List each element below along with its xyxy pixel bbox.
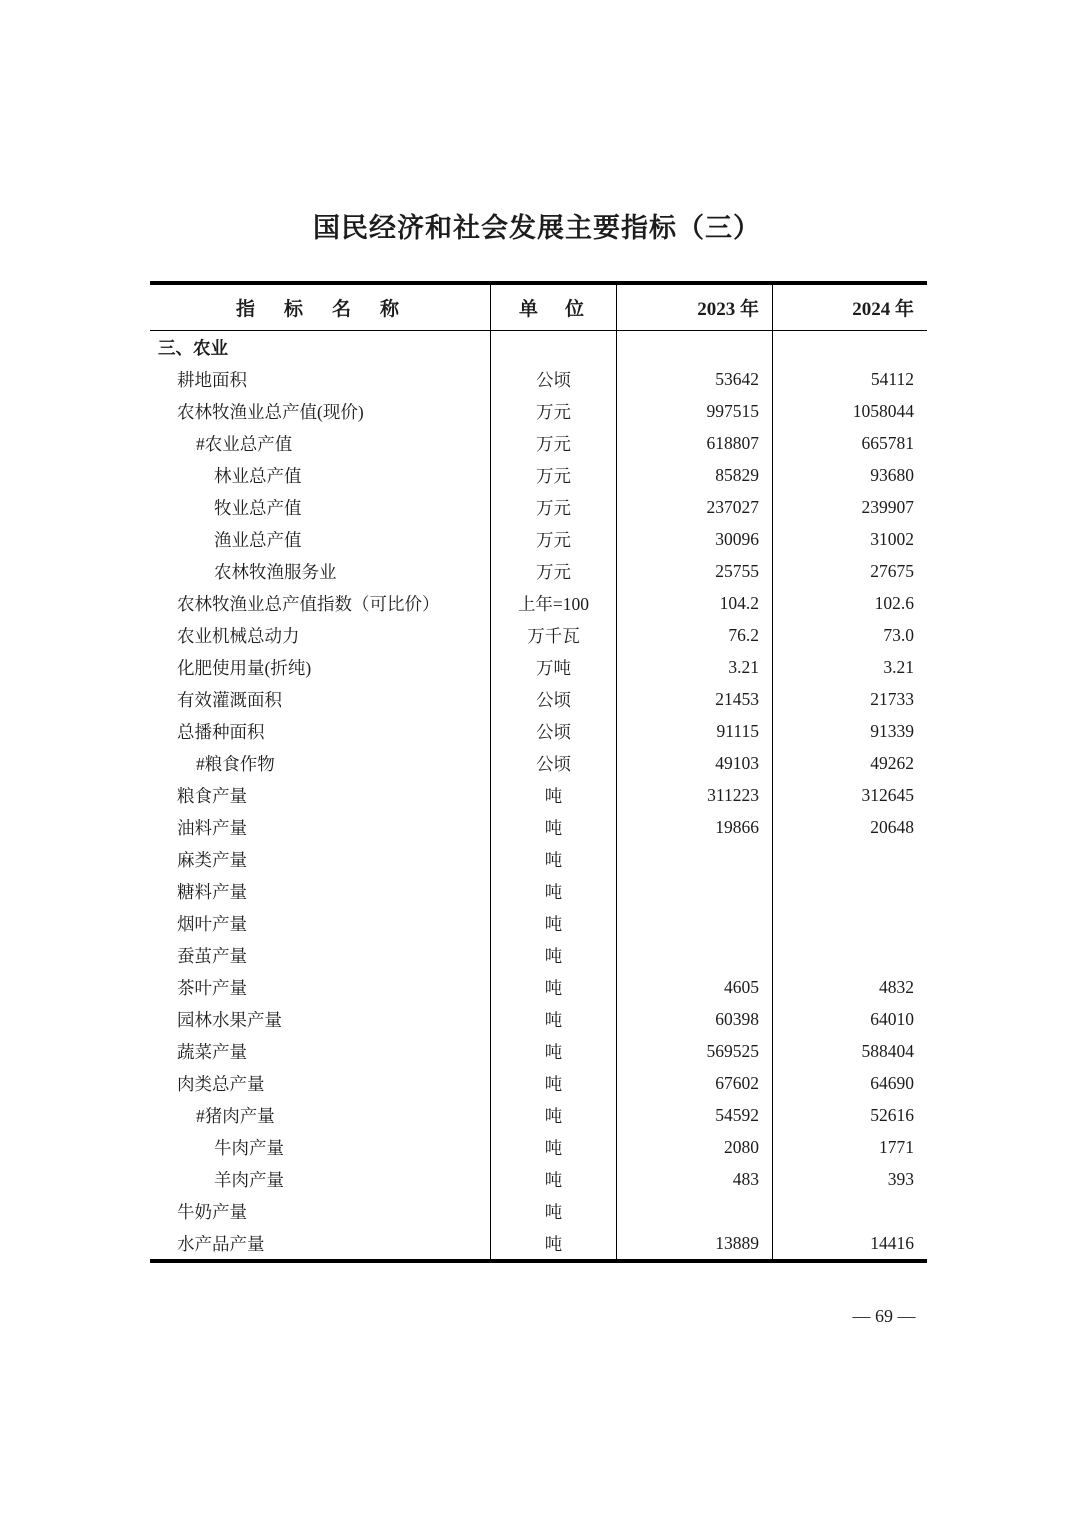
row-value-2023 (616, 1195, 772, 1227)
row-indicator-name: 三、农业 (158, 337, 228, 358)
row-value-2023: 2080 (616, 1131, 772, 1163)
table-row (150, 1003, 927, 1035)
table-row (150, 939, 927, 971)
row-indicator-name: 农林牧渔业总产值(现价) (177, 401, 364, 422)
page-number: — 69 — (852, 1306, 916, 1326)
row-value-2024: 64690 (772, 1067, 927, 1099)
row-value-2024: 21733 (772, 683, 927, 715)
row-indicator-name: #粮食作物 (196, 753, 275, 774)
row-unit: 吨 (490, 1163, 616, 1195)
row-value-2023 (616, 875, 772, 907)
row-indicator-name: 牛肉产量 (214, 1137, 284, 1158)
row-unit: 吨 (490, 939, 616, 971)
row-value-2023: 67602 (616, 1067, 772, 1099)
indicators-table (150, 281, 927, 1263)
row-value-2024 (772, 1195, 927, 1227)
row-unit: 吨 (490, 1035, 616, 1067)
row-value-2023: 483 (616, 1163, 772, 1195)
table-row (150, 1195, 927, 1227)
row-value-2023: 569525 (616, 1035, 772, 1067)
table-row (150, 523, 927, 555)
row-value-2024: 64010 (772, 1003, 927, 1035)
table-row (150, 587, 927, 619)
row-value-2024: 14416 (772, 1227, 927, 1259)
row-indicator-name: 水产品产量 (177, 1233, 265, 1254)
row-value-2023: 91115 (616, 715, 772, 747)
row-value-2023: 21453 (616, 683, 772, 715)
row-value-2023: 104.2 (616, 587, 772, 619)
row-value-2024: 239907 (772, 491, 927, 523)
row-value-2024 (772, 843, 927, 875)
row-unit (490, 331, 616, 363)
table-row (150, 395, 927, 427)
page-title: 国民经济和社会发展主要指标（三） (313, 213, 761, 243)
table-row (150, 1067, 927, 1099)
row-value-2024: 312645 (772, 779, 927, 811)
table-row (150, 1131, 927, 1163)
table-row (150, 491, 927, 523)
row-value-2024 (772, 939, 927, 971)
row-value-2024 (772, 907, 927, 939)
row-indicator-name: 茶叶产量 (177, 977, 247, 998)
row-value-2023: 53642 (616, 363, 772, 395)
row-unit: 吨 (490, 779, 616, 811)
table-row (150, 779, 927, 811)
row-indicator-name: 耕地面积 (177, 369, 247, 390)
table-row (150, 1163, 927, 1195)
row-value-2023 (616, 331, 772, 363)
row-value-2023: 60398 (616, 1003, 772, 1035)
row-unit: 吨 (490, 1099, 616, 1131)
row-unit: 万元 (490, 523, 616, 555)
row-indicator-name: 有效灌溉面积 (177, 689, 282, 710)
table-header-row (150, 285, 927, 331)
row-value-2023 (616, 907, 772, 939)
table-row (150, 427, 927, 459)
row-value-2023: 4605 (616, 971, 772, 1003)
row-value-2023: 76.2 (616, 619, 772, 651)
row-value-2023 (616, 939, 772, 971)
row-indicator-name: 粮食产量 (177, 785, 247, 806)
row-unit: 上年=100 (490, 587, 616, 619)
table-body (150, 331, 927, 1259)
header-year-2023: 2023 年 (616, 285, 772, 330)
table-row (150, 843, 927, 875)
row-value-2024: 91339 (772, 715, 927, 747)
row-indicator-name: 牧业总产值 (214, 497, 302, 518)
row-value-2024 (772, 331, 927, 363)
row-unit: 万千瓦 (490, 619, 616, 651)
row-unit: 万吨 (490, 651, 616, 683)
row-value-2023: 49103 (616, 747, 772, 779)
row-indicator-name: 蚕茧产量 (177, 945, 247, 966)
row-value-2024: 27675 (772, 555, 927, 587)
row-indicator-name: 羊肉产量 (214, 1169, 284, 1190)
row-value-2024: 73.0 (772, 619, 927, 651)
row-unit: 公顷 (490, 363, 616, 395)
row-value-2023: 13889 (616, 1227, 772, 1259)
row-value-2023: 85829 (616, 459, 772, 491)
row-value-2023: 19866 (616, 811, 772, 843)
table-row (150, 907, 927, 939)
table-row (150, 363, 927, 395)
row-indicator-name: 总播种面积 (177, 721, 265, 742)
row-unit: 万元 (490, 491, 616, 523)
row-indicator-name: 化肥使用量(折纯) (177, 657, 312, 678)
row-value-2024: 588404 (772, 1035, 927, 1067)
row-unit: 万元 (490, 427, 616, 459)
row-value-2023: 54592 (616, 1099, 772, 1131)
row-unit: 万元 (490, 395, 616, 427)
row-value-2023: 25755 (616, 555, 772, 587)
row-value-2023: 30096 (616, 523, 772, 555)
table-row (150, 619, 927, 651)
table-row (150, 683, 927, 715)
row-value-2023: 997515 (616, 395, 772, 427)
row-unit: 公顷 (490, 747, 616, 779)
table-row (150, 1035, 927, 1067)
row-unit: 吨 (490, 1227, 616, 1259)
row-indicator-name: 烟叶产量 (177, 913, 247, 934)
header-unit: 单 位 (490, 285, 616, 330)
row-value-2024: 665781 (772, 427, 927, 459)
row-value-2023: 237027 (616, 491, 772, 523)
row-unit: 吨 (490, 1195, 616, 1227)
row-indicator-name: 园林水果产量 (177, 1009, 282, 1030)
row-indicator-name: 油料产量 (177, 817, 247, 838)
row-indicator-name: 渔业总产值 (214, 529, 302, 550)
row-unit: 吨 (490, 1003, 616, 1035)
row-unit: 公顷 (490, 683, 616, 715)
table-row (150, 875, 927, 907)
row-unit: 吨 (490, 1131, 616, 1163)
row-unit: 吨 (490, 971, 616, 1003)
row-value-2024: 31002 (772, 523, 927, 555)
row-unit: 万元 (490, 459, 616, 491)
row-value-2024: 93680 (772, 459, 927, 491)
row-value-2024: 1058044 (772, 395, 927, 427)
row-unit: 吨 (490, 875, 616, 907)
row-value-2024: 54112 (772, 363, 927, 395)
row-indicator-name: 蔬菜产量 (177, 1041, 247, 1062)
row-value-2024: 1771 (772, 1131, 927, 1163)
header-indicator-name: 指 标 名 称 (235, 299, 404, 320)
header-year-2024: 2024 年 (772, 285, 927, 330)
table-row (150, 1099, 927, 1131)
table-row (150, 331, 927, 363)
row-unit: 吨 (490, 907, 616, 939)
row-value-2024: 3.21 (772, 651, 927, 683)
row-indicator-name: 农林牧渔业总产值指数（可比价） (177, 593, 440, 614)
row-value-2023: 311223 (616, 779, 772, 811)
row-unit: 公顷 (490, 715, 616, 747)
row-indicator-name: 肉类总产量 (177, 1073, 265, 1094)
row-value-2024: 52616 (772, 1099, 927, 1131)
row-value-2024: 4832 (772, 971, 927, 1003)
row-indicator-name: 农林牧渔服务业 (214, 561, 337, 582)
row-value-2024 (772, 875, 927, 907)
row-value-2024: 20648 (772, 811, 927, 843)
row-indicator-name: 农业机械总动力 (177, 625, 300, 646)
row-indicator-name: 林业总产值 (214, 465, 302, 486)
row-value-2023 (616, 843, 772, 875)
row-indicator-name: #猪肉产量 (196, 1105, 275, 1126)
row-indicator-name: 糖料产量 (177, 881, 247, 902)
table-row (150, 459, 927, 491)
table-row (150, 747, 927, 779)
table-row (150, 715, 927, 747)
row-value-2024: 49262 (772, 747, 927, 779)
row-indicator-name: 麻类产量 (177, 849, 247, 870)
table-row (150, 971, 927, 1003)
row-unit: 万元 (490, 555, 616, 587)
row-indicator-name: 牛奶产量 (177, 1201, 247, 1222)
row-value-2023: 3.21 (616, 651, 772, 683)
table-row (150, 1227, 927, 1259)
table-row (150, 555, 927, 587)
row-unit: 吨 (490, 1067, 616, 1099)
row-value-2024: 393 (772, 1163, 927, 1195)
row-unit: 吨 (490, 843, 616, 875)
row-indicator-name: #农业总产值 (196, 433, 293, 454)
table-row (150, 651, 927, 683)
row-unit: 吨 (490, 811, 616, 843)
row-value-2024: 102.6 (772, 587, 927, 619)
row-value-2023: 618807 (616, 427, 772, 459)
table-row (150, 811, 927, 843)
